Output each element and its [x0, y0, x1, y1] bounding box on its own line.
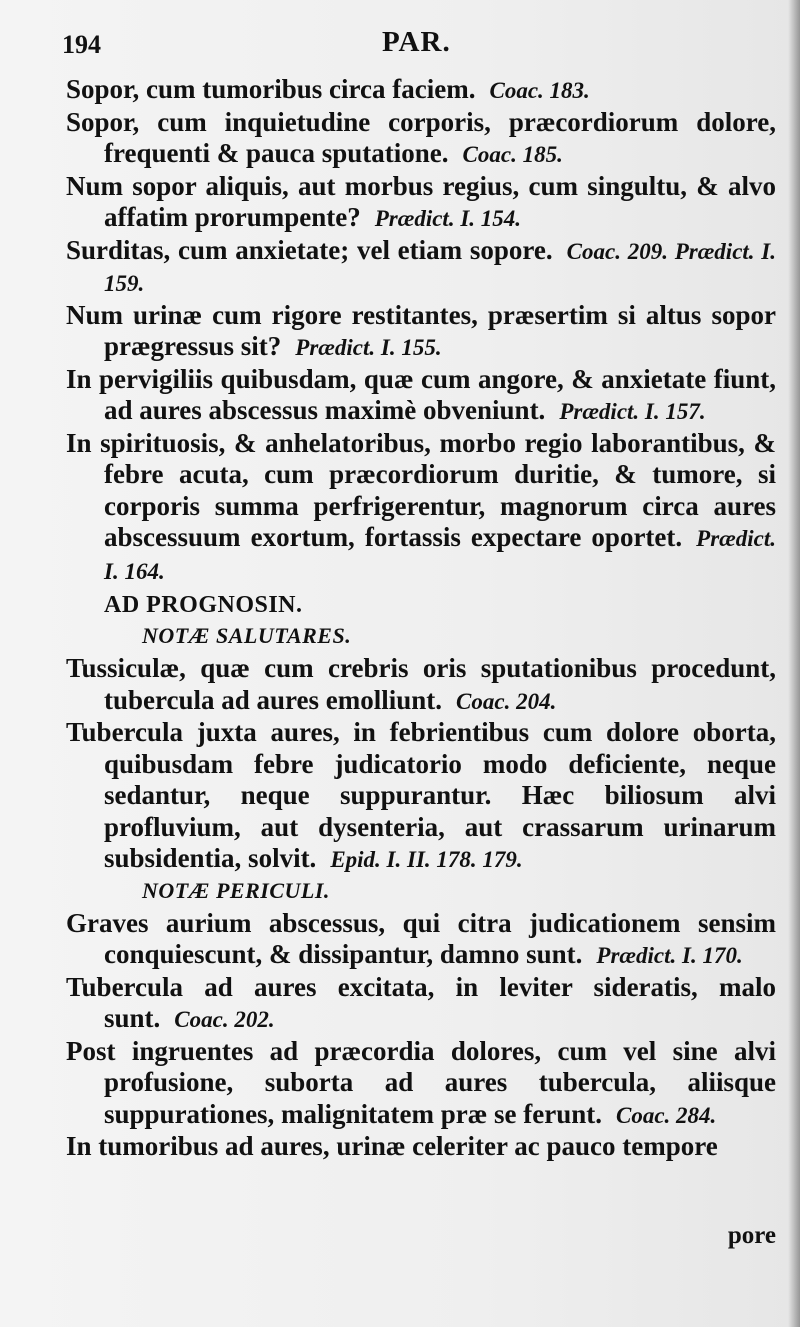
entry-reference: Prædict. I. 155.: [295, 335, 442, 360]
section-heading-prognosis: AD PROGNOSIN.: [104, 592, 303, 618]
entry-text: In pervigiliis quibusdam, quæ cum angore, & anxietate fiunt, ad aures abscessus maximè obveniunt.: [66, 363, 776, 425]
entry-text: Tussiculæ, quæ cum crebris oris sputationibus procedunt, tubercula ad aures emolliunt.: [66, 653, 776, 715]
entry: [66, 364, 776, 428]
entry-text: Graves aurium abscessus, qui citra judicationem sensim conquiescunt, & dissipantur, damno sunt.: [66, 907, 776, 969]
entry-reference: Prædict. I. 154.: [374, 206, 522, 231]
entry-text: In spirituosis, & anhelatoribus, morbo regio laborantibus, & febre acuta, cum præcordiorum duritie, & tumore, si corporis summa perfrigerentur, magnorum circa aures abscessuum exortum, fortassis expectare oportet.: [66, 427, 776, 552]
entry-reference: Epid. I. II. 178. 179.: [330, 847, 523, 872]
entry-text: Post ingruentes ad præcordia dolores, cum vel sine alvi profusione, suborta ad aures tubercula, aliisque suppurationes, malignitatem præ se ferunt.: [66, 1035, 776, 1129]
subheading-periculi: NOTÆ PERICULI.: [142, 877, 330, 903]
entry-text: Tubercula ad aures excitata, in leviter sideratis, malo sunt.: [66, 971, 776, 1033]
entry-reference: Prædict. I. 170.: [596, 943, 743, 968]
entry-text: Surditas, cum anxietate; vel etiam sopore.: [66, 234, 553, 265]
entry-reference: Coac. 209. Prædict. I. 159.: [104, 238, 776, 296]
entry: [66, 74, 776, 107]
entry: [66, 171, 776, 235]
catchword: pore: [727, 1222, 776, 1249]
entry-text: Num urinæ cum rigore restitantes, præsertim si altus sopor prægressus sit?: [66, 299, 776, 361]
entry: [66, 972, 776, 1036]
entry-text: In tumoribus ad aures, urinæ celeriter ac pauco tempore: [66, 1131, 718, 1161]
running-head: PAR.: [382, 26, 451, 58]
entry-reference: Coac. 284.: [616, 1102, 717, 1128]
entry: [66, 908, 776, 972]
entry: [66, 428, 776, 588]
book-spine-shadow: [788, 0, 800, 1327]
entry-reference: Prædict. I. 164.: [104, 526, 776, 584]
entry: [66, 717, 776, 876]
entries-list-salutares: [66, 653, 776, 876]
entry-text: Sopor, cum inquietudine corporis, præcordiorum dolore, frequenti & pauca sputatione.: [66, 106, 776, 168]
entry-reference: Coac. 202.: [174, 1007, 275, 1032]
entry: [66, 107, 776, 171]
entry-text: Sopor, cum tumoribus circa faciem.: [66, 74, 476, 104]
entry-reference: Coac. 185.: [462, 142, 563, 167]
entry: [66, 1036, 776, 1132]
entry-reference: Coac. 204.: [456, 688, 557, 714]
entry-text: Num sopor aliquis, aut morbus regius, cum singultu, & alvo affatim prorumpente?: [66, 170, 776, 232]
entry-reference: Coac. 183.: [489, 78, 590, 103]
entries-list-1: [66, 74, 776, 587]
entry: [66, 300, 776, 364]
entry-text: Tubercula juxta aures, in febrientibus cum dolore oborta, quibusdam febre judicatorio modo deficiente, neque sedantur, neque suppurantur. Hæc biliosum alvi profluvium, aut dysenteria, aut crassarum urinarum subsidentia, solvit.: [66, 717, 776, 873]
page-body: [66, 74, 776, 1163]
entry: [66, 1131, 776, 1163]
subheading-salutares: NOTÆ SALUTARES.: [142, 623, 352, 648]
entry-reference: Prædict. I. 157.: [559, 399, 706, 424]
entry: [66, 235, 776, 300]
page-number: 194: [62, 30, 101, 59]
entry: [66, 653, 776, 717]
entries-list-periculi: [66, 908, 776, 1163]
page-header: [62, 26, 770, 66]
